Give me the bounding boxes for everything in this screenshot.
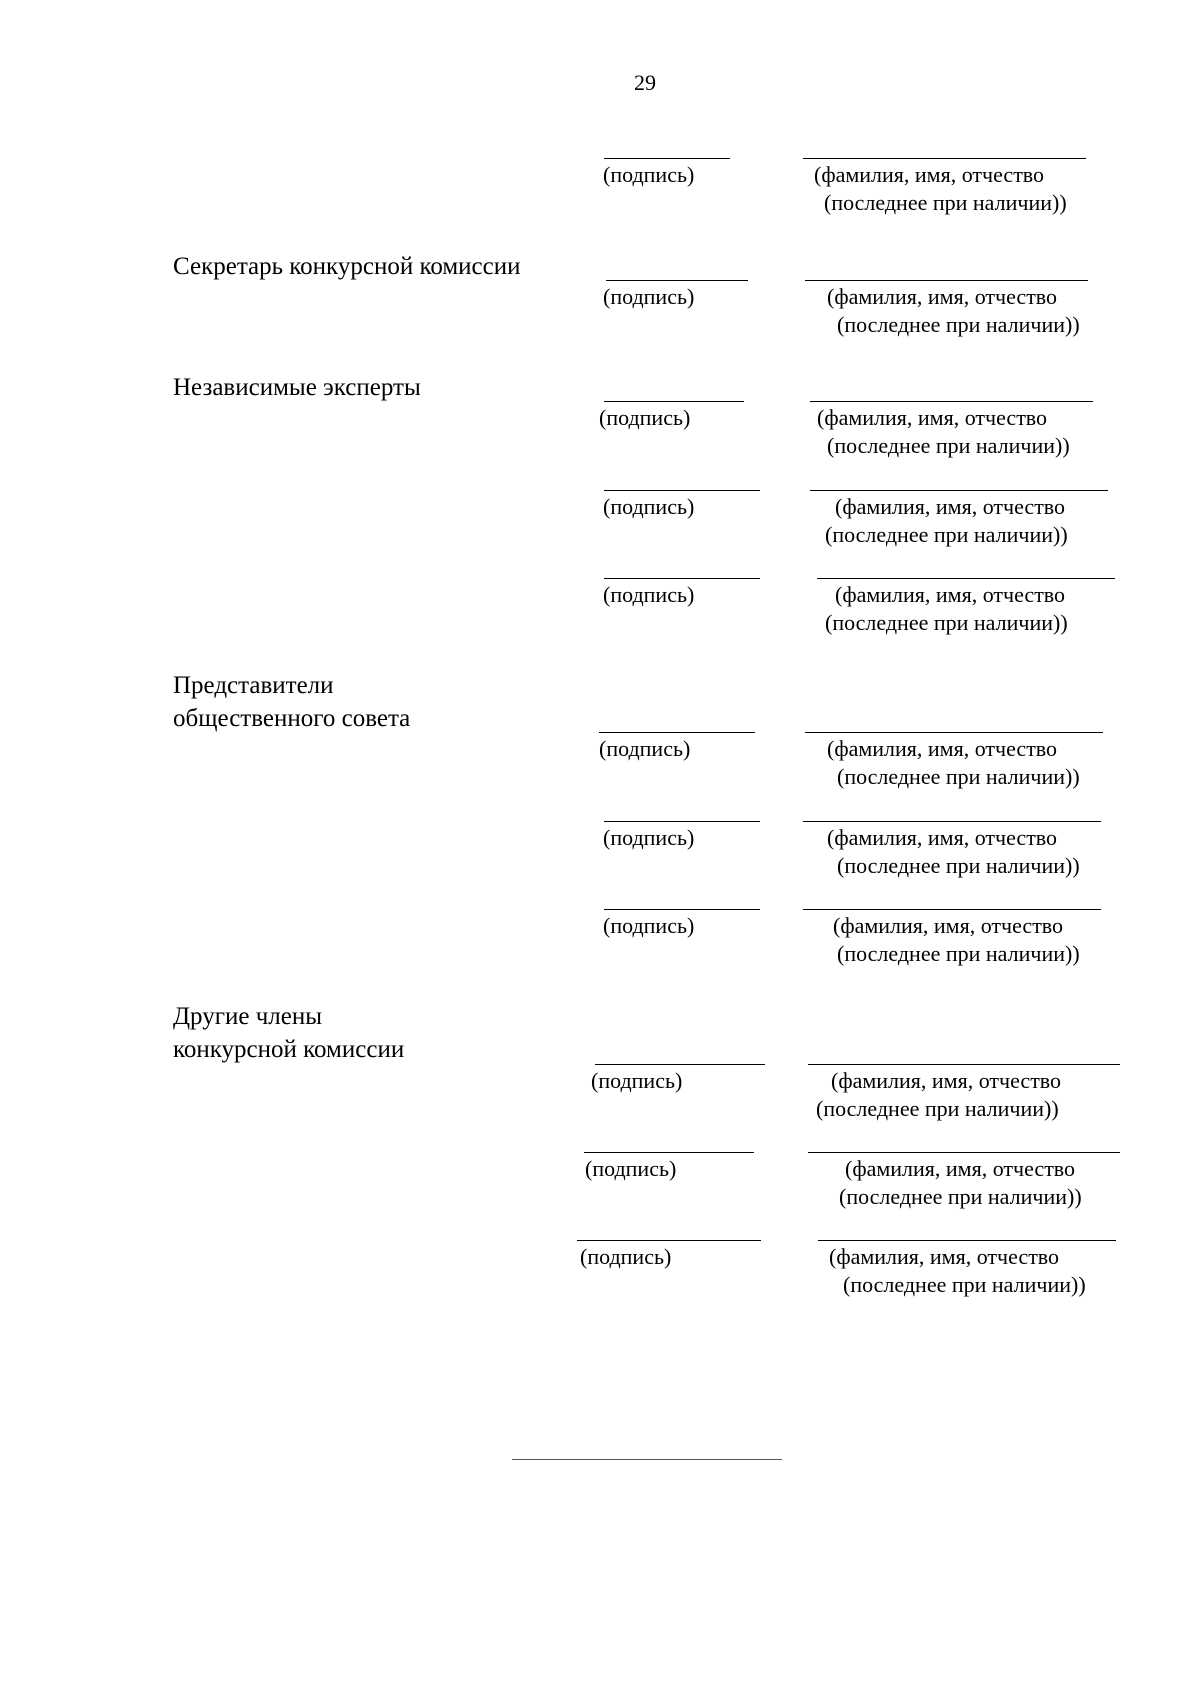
name-line <box>808 1152 1120 1153</box>
signature-caption: (подпись) <box>591 1068 683 1093</box>
signature-caption: (подпись) <box>603 825 695 850</box>
end-of-document-rule <box>512 1459 782 1460</box>
name-line <box>803 158 1086 159</box>
experts-label: Независимые эксперты <box>173 374 421 401</box>
signature-line <box>604 490 760 491</box>
name-caption-line2: (последнее при наличии)) <box>837 941 1080 966</box>
signature-caption: (подпись) <box>603 284 695 309</box>
name-caption <box>829 1243 1086 1299</box>
name-caption-line2: (последнее при наличии)) <box>837 312 1080 337</box>
name-caption <box>816 1067 1062 1123</box>
signature-caption: (подпись) <box>585 1156 677 1181</box>
name-line <box>808 1064 1120 1065</box>
signature-caption: (подпись) <box>599 736 691 761</box>
others-label-line2: конкурсной комиссии <box>173 1036 405 1063</box>
signature-line <box>599 732 755 733</box>
name-caption <box>827 735 1080 791</box>
name-caption-line2: (последнее при наличии)) <box>824 190 1067 215</box>
name-caption-line1: (фамилия, имя, отчество <box>827 825 1058 850</box>
council-label-line2: общественного совета <box>173 705 411 732</box>
name-caption <box>839 1155 1082 1211</box>
secretary-label: Секретарь конкурсной комиссии <box>173 253 521 280</box>
name-caption-line1: (фамилия, имя, отчество <box>829 1244 1060 1269</box>
name-caption-line2: (последнее при наличии)) <box>825 522 1068 547</box>
name-caption-line1: (фамилия, имя, отчество <box>845 1156 1076 1181</box>
signature-caption: (подпись) <box>603 582 695 607</box>
name-caption-line1: (фамилия, имя, отчество <box>814 162 1045 187</box>
signature-line <box>604 158 730 159</box>
name-caption <box>827 283 1080 339</box>
name-caption-line1: (фамилия, имя, отчество <box>817 405 1048 430</box>
signature-caption: (подпись) <box>603 162 695 187</box>
signature-line <box>604 401 744 402</box>
name-caption-line1: (фамилия, имя, отчество <box>833 913 1064 938</box>
signature-caption: (подпись) <box>599 405 691 430</box>
signature-caption: (подпись) <box>603 913 695 938</box>
name-caption-line2: (последнее при наличии)) <box>843 1272 1086 1297</box>
signature-line <box>604 578 760 579</box>
name-caption <box>814 161 1067 217</box>
page-number: 29 <box>634 70 656 95</box>
name-caption <box>833 912 1080 968</box>
name-line <box>805 732 1103 733</box>
name-line <box>803 821 1101 822</box>
name-caption-line1: (фамилия, имя, отчество <box>827 284 1058 309</box>
signature-caption: (подпись) <box>603 494 695 519</box>
council-label-line1: Представители <box>173 672 334 699</box>
signature-caption: (подпись) <box>580 1244 672 1269</box>
name-caption-line2: (последнее при наличии)) <box>837 853 1080 878</box>
name-line <box>803 909 1101 910</box>
name-line <box>810 401 1093 402</box>
name-caption-line2: (последнее при наличии)) <box>839 1184 1082 1209</box>
name-line <box>810 490 1108 491</box>
name-caption-line2: (последнее при наличии)) <box>825 610 1068 635</box>
name-caption-line1: (фамилия, имя, отчество <box>827 736 1058 761</box>
name-caption-line1: (фамилия, имя, отчество <box>831 1068 1062 1093</box>
name-caption <box>817 404 1070 460</box>
signature-line <box>604 821 760 822</box>
name-caption-line1: (фамилия, имя, отчество <box>835 494 1066 519</box>
signature-line <box>606 280 748 281</box>
name-caption-line1: (фамилия, имя, отчество <box>835 582 1066 607</box>
others-label-line1: Другие члены <box>173 1003 323 1030</box>
signature-line <box>577 1240 761 1241</box>
name-line <box>818 1240 1116 1241</box>
name-caption <box>827 824 1080 880</box>
signature-line <box>595 1064 765 1065</box>
name-caption <box>825 581 1068 637</box>
signature-line <box>584 1152 754 1153</box>
name-caption-line2: (последнее при наличии)) <box>837 764 1080 789</box>
signature-line <box>604 909 760 910</box>
name-line <box>805 280 1088 281</box>
name-caption <box>825 493 1068 549</box>
name-caption-line2: (последнее при наличии)) <box>827 433 1070 458</box>
name-caption-line2: (последнее при наличии)) <box>816 1096 1059 1121</box>
name-line <box>817 578 1115 579</box>
